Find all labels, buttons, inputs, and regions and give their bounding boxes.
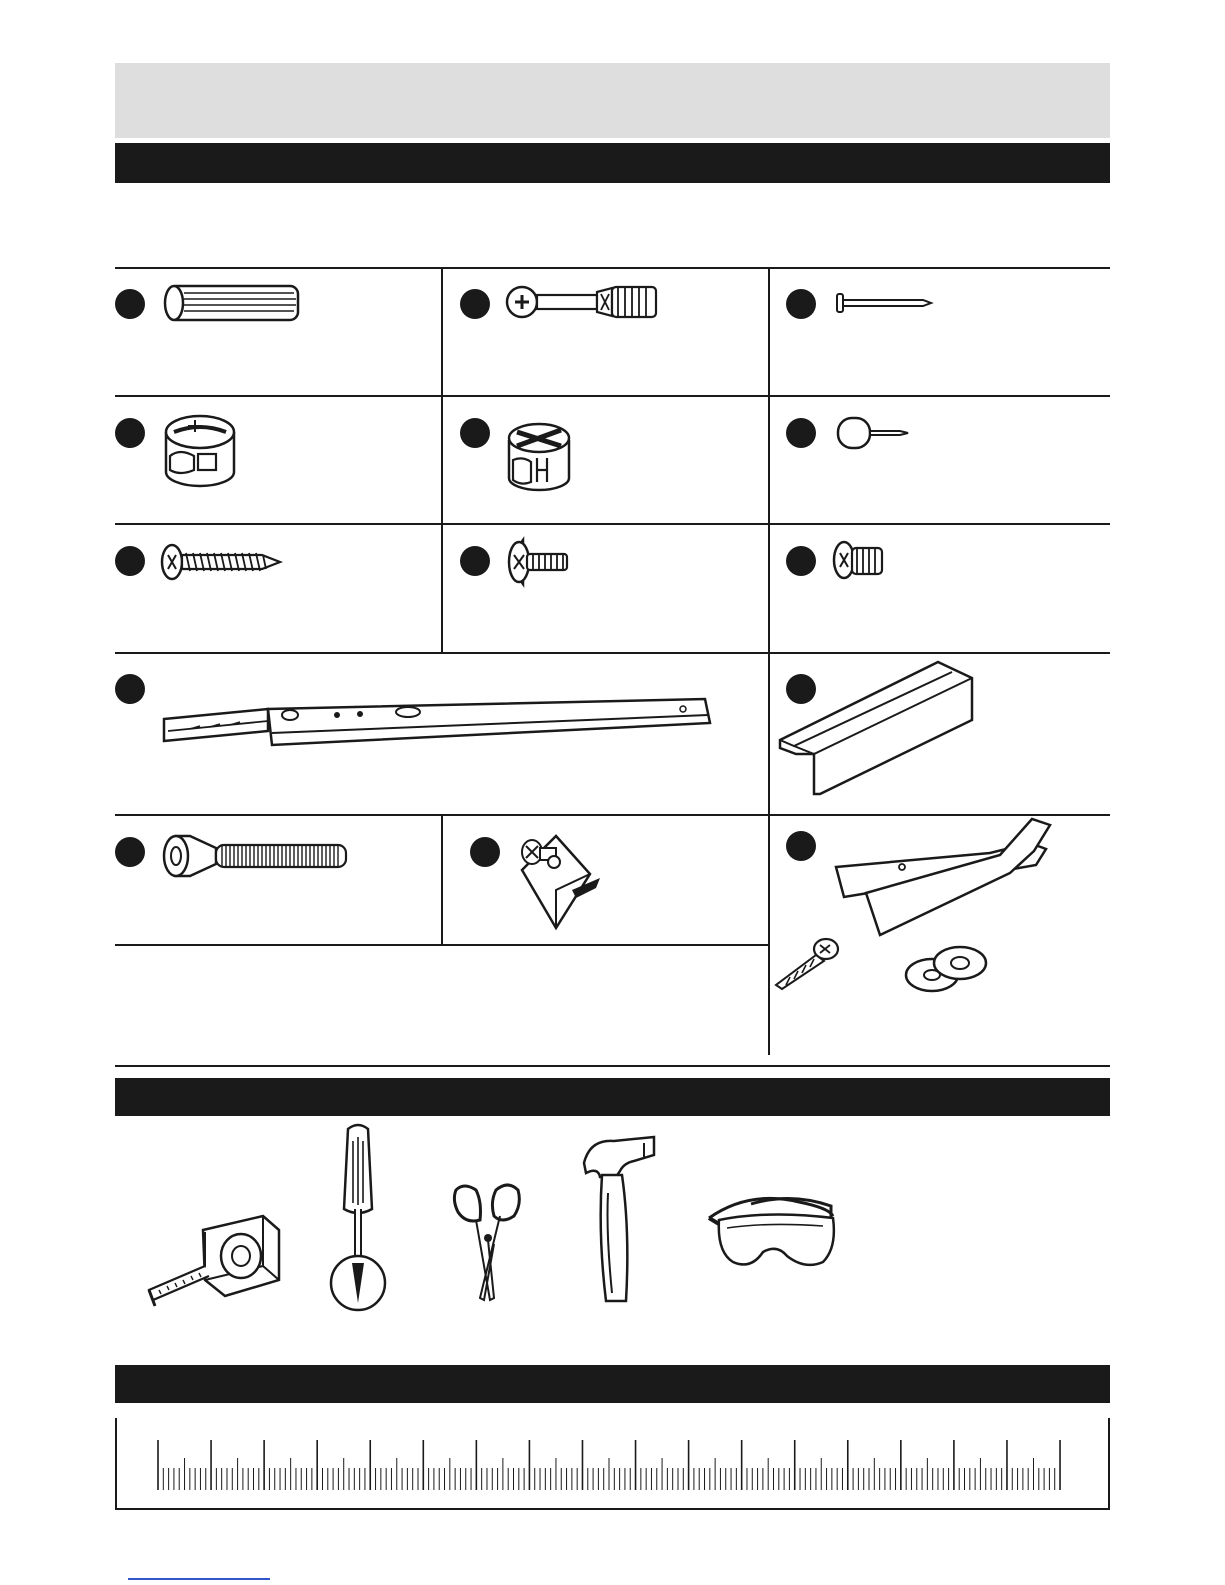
footer-link-underline[interactable] (128, 1578, 270, 1580)
